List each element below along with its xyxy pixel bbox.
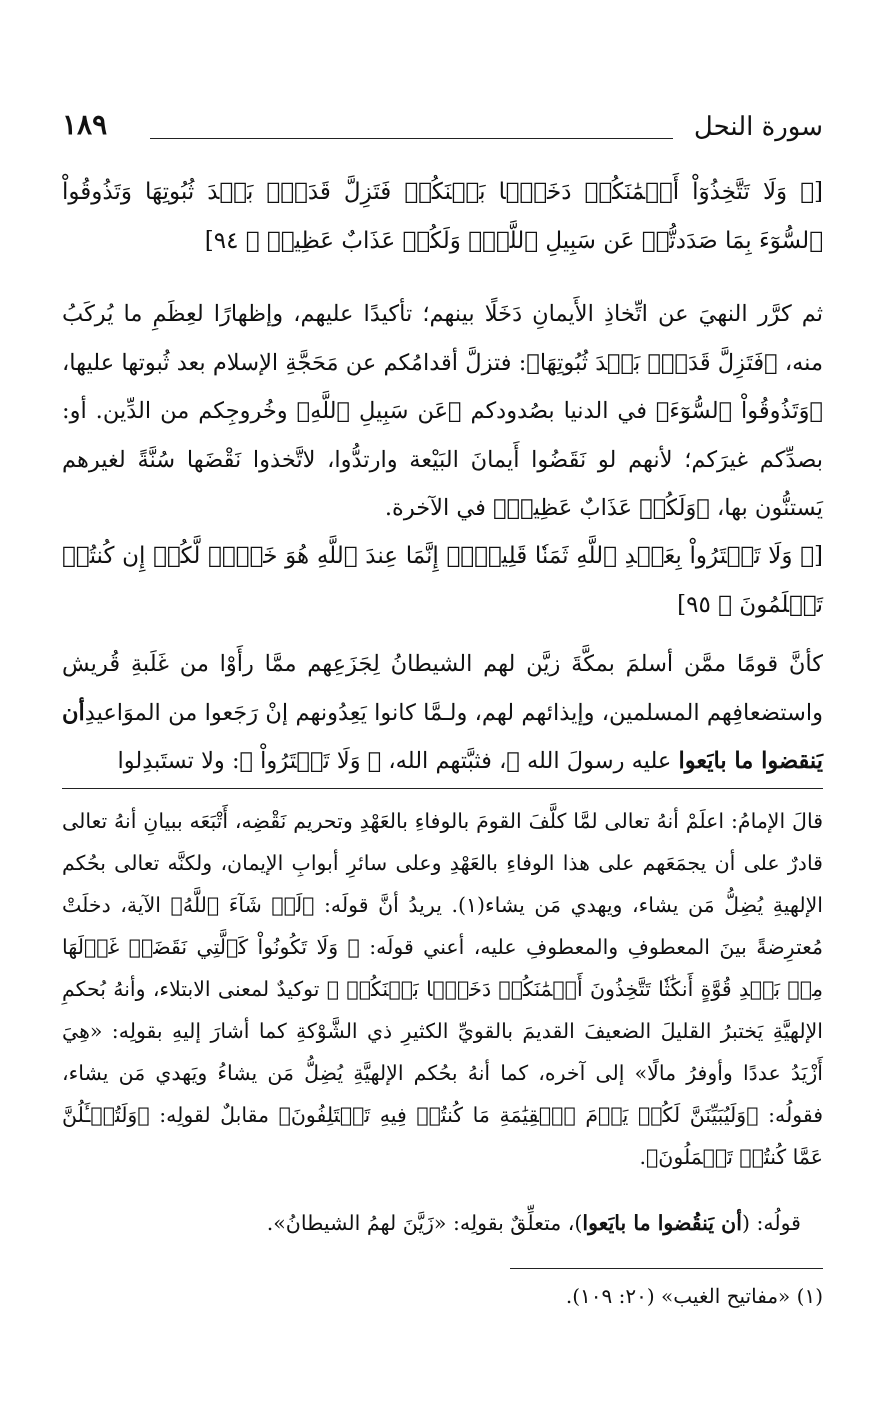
header-rule (150, 138, 673, 139)
commentary-separator (62, 788, 823, 789)
commentary-paragraph-2-suffix: )، متعلِّقٌ بقولِه: «زَيَّنَ لهمُ الشيطانُ». (266, 1211, 583, 1235)
verse-94: [﴿ وَلَا تَتَّخِذُوٓاْ أَيۡمَٰنَكُمۡ دَخَلَۢا بَيۡنَكُمۡ فَتَزِلَّ قَدَمُۢ بَعۡدَ ثُبُوتِهَا وَتَذُوقُواْ ٱلسُّوٓءَ بِمَا صَدَدتُّمۡ عَن سَبِيلِ ٱللَّهِۖ وَلَكُمۡ عَذَابٌ عَظِيمٞ ﴾ ٩٤] (62, 179, 823, 254)
footnote: (١) «مفاتيح الغيب» (٢٠: ١٠٩). (565, 1284, 823, 1308)
verse-95: [﴿ وَلَا تَشۡتَرُواْ بِعَهۡدِ ٱللَّهِ ثَمَنٗا قَلِيلًاۚ إِنَّمَا عِندَ ٱللَّهِ هُوَ خَيۡرٞ لَّكُمۡ إِن كُنتُمۡ تَعۡلَمُونَ ﴾ ٩٥] (62, 543, 823, 618)
tafsir-paragraph-2-bold: أن يَنقضوا ما بايَعوا (62, 699, 823, 774)
page-number: ١٨٩ (62, 108, 108, 141)
commentary-paragraph-1: قالَ الإمامُ: اعلَمْ أنهُ تعالى لمَّا كلَّفَ القومَ بالوفاءِ بالعَهْدِ وتحريم نَقْضِه، أَتْبَعَه ببيانِ أنهُ تعالى قادرٌ على أن يجمَعَهم على هذا الوفاءِ بالعَهْدِ وعلى سائرِ أبوابِ الإيمان، ولكنَّه تعالى بحُكم الإلهيةِ يُضِلُّ مَن يشاء، ويهدي مَن يشاء(١). يريدُ أنَّ قولَه: ﴿لَوۡ شَآءَ ٱللَّهُ﴾ الآية، دخلَتْ مُعترِضةً بينَ المعطوفِ والمعطوفِ عليه، أعني قولَه: ﴿ وَلَا تَكُونُواْ كَٱلَّتِي نَقَضَتۡ غَزۡلَهَا مِنۢ بَعۡدِ قُوَّةٍ أَنكَٰثٗا تَتَّخِذُونَ أَيۡمَٰنَكُمۡ دَخَلَۢا بَيۡنَكُمۡ ﴾ توكيدٌ لمعنى الابتلاء، وأنهُ بُحكمِ الإلهيَّةِ يَختبرُ القليلَ الضعيفَ القديمَ بالقويِّ الكثيرِ ذي الشَّوْكةِ كما أشارَ إليهِ بقولِه: «هِيَ أَزْيَدُ عددًا وأوفرُ مالًا» إلى آخره، كما أنهُ بحُكم الإلهيَّةِ يُضِلُّ مَن يشاءُ ويَهدي مَن يشاء، فقولُه: ﴿وَلَيُبَيِّنَنَّ لَكُمۡ يَوۡمَ ٱلۡقِيَٰمَةِ مَا كُنتُمۡ فِيهِ تَخۡتَلِفُونَ﴾ مقابلٌ لقولِه: ﴿وَلَتُسۡـَٔلُنَّ عَمَّا كُنتُمۡ تَعۡمَلُونَ﴾. (62, 809, 823, 1169)
tafsir-paragraph-1: ثم كرَّر النهيَ عن اتِّخاذِ الأَيمانِ دَخَلًا بينهم؛ تأكيدًا عليهم، وإظهارًا لعِظَمِ ما يُركَبُ منه، ﴿فَتَزِلَّ قَدَمُۢ بَعۡدَ ثُبُوتِهَا﴾: فتزلَّ أقدامُكم عن مَحَجَّةِ الإسلام بعد ثُبوتها عليها، ﴿وَتَذُوقُواْ ٱلسُّوٓءَ﴾ في الدنيا بصُدودكم ﴿عَن سَبِيلِ ٱللَّهِ﴾ وخُروجِكم من الدِّين. أو: بصدِّكم غيرَكم؛ لأنهم لو نَقَضُوا أَيمانَ البَيْعة وارتدُّوا، لاتَّخذوا نَقْضَها سُنَّةً لغيرهم يَستنُّون بها، ﴿وَلَكُمۡ عَذَابٌ عَظِيمٞ﴾ في الآخرة. (62, 301, 823, 521)
tafsir-paragraph-2-start: كأنَّ قومًا ممَّن أسلمَ بمكَّةَ زيَّن لهم الشيطانُ لِجَزَعِهم ممَّا رأَوْا من غَلَبةِ قُريش واستضعافِهم المسلمين، وإيذائهم لهم، ولـمَّا كانوا يَعِدُونهم إنْ رَجَعوا من الموَاعيدِ (62, 651, 823, 726)
commentary-paragraph-2-bold: أن يَنقُضوا ما بايَعوا (582, 1211, 742, 1235)
tafsir-paragraph-2-end: عليه رسولَ الله ﷺ، فثبَّتهم الله، ﴿ وَلَا تَشۡتَرُواْ ﴾: ولا تستَبدِلوا (117, 748, 679, 774)
surah-name: سورة النحل (693, 112, 823, 142)
tafsir-paragraph-2 (62, 640, 823, 786)
commentary-paragraph-2-prefix: قولُه: ( (741, 1211, 801, 1235)
commentary-paragraph-2 (62, 1202, 801, 1244)
page-header (62, 108, 823, 152)
footnote-separator (510, 1268, 823, 1269)
